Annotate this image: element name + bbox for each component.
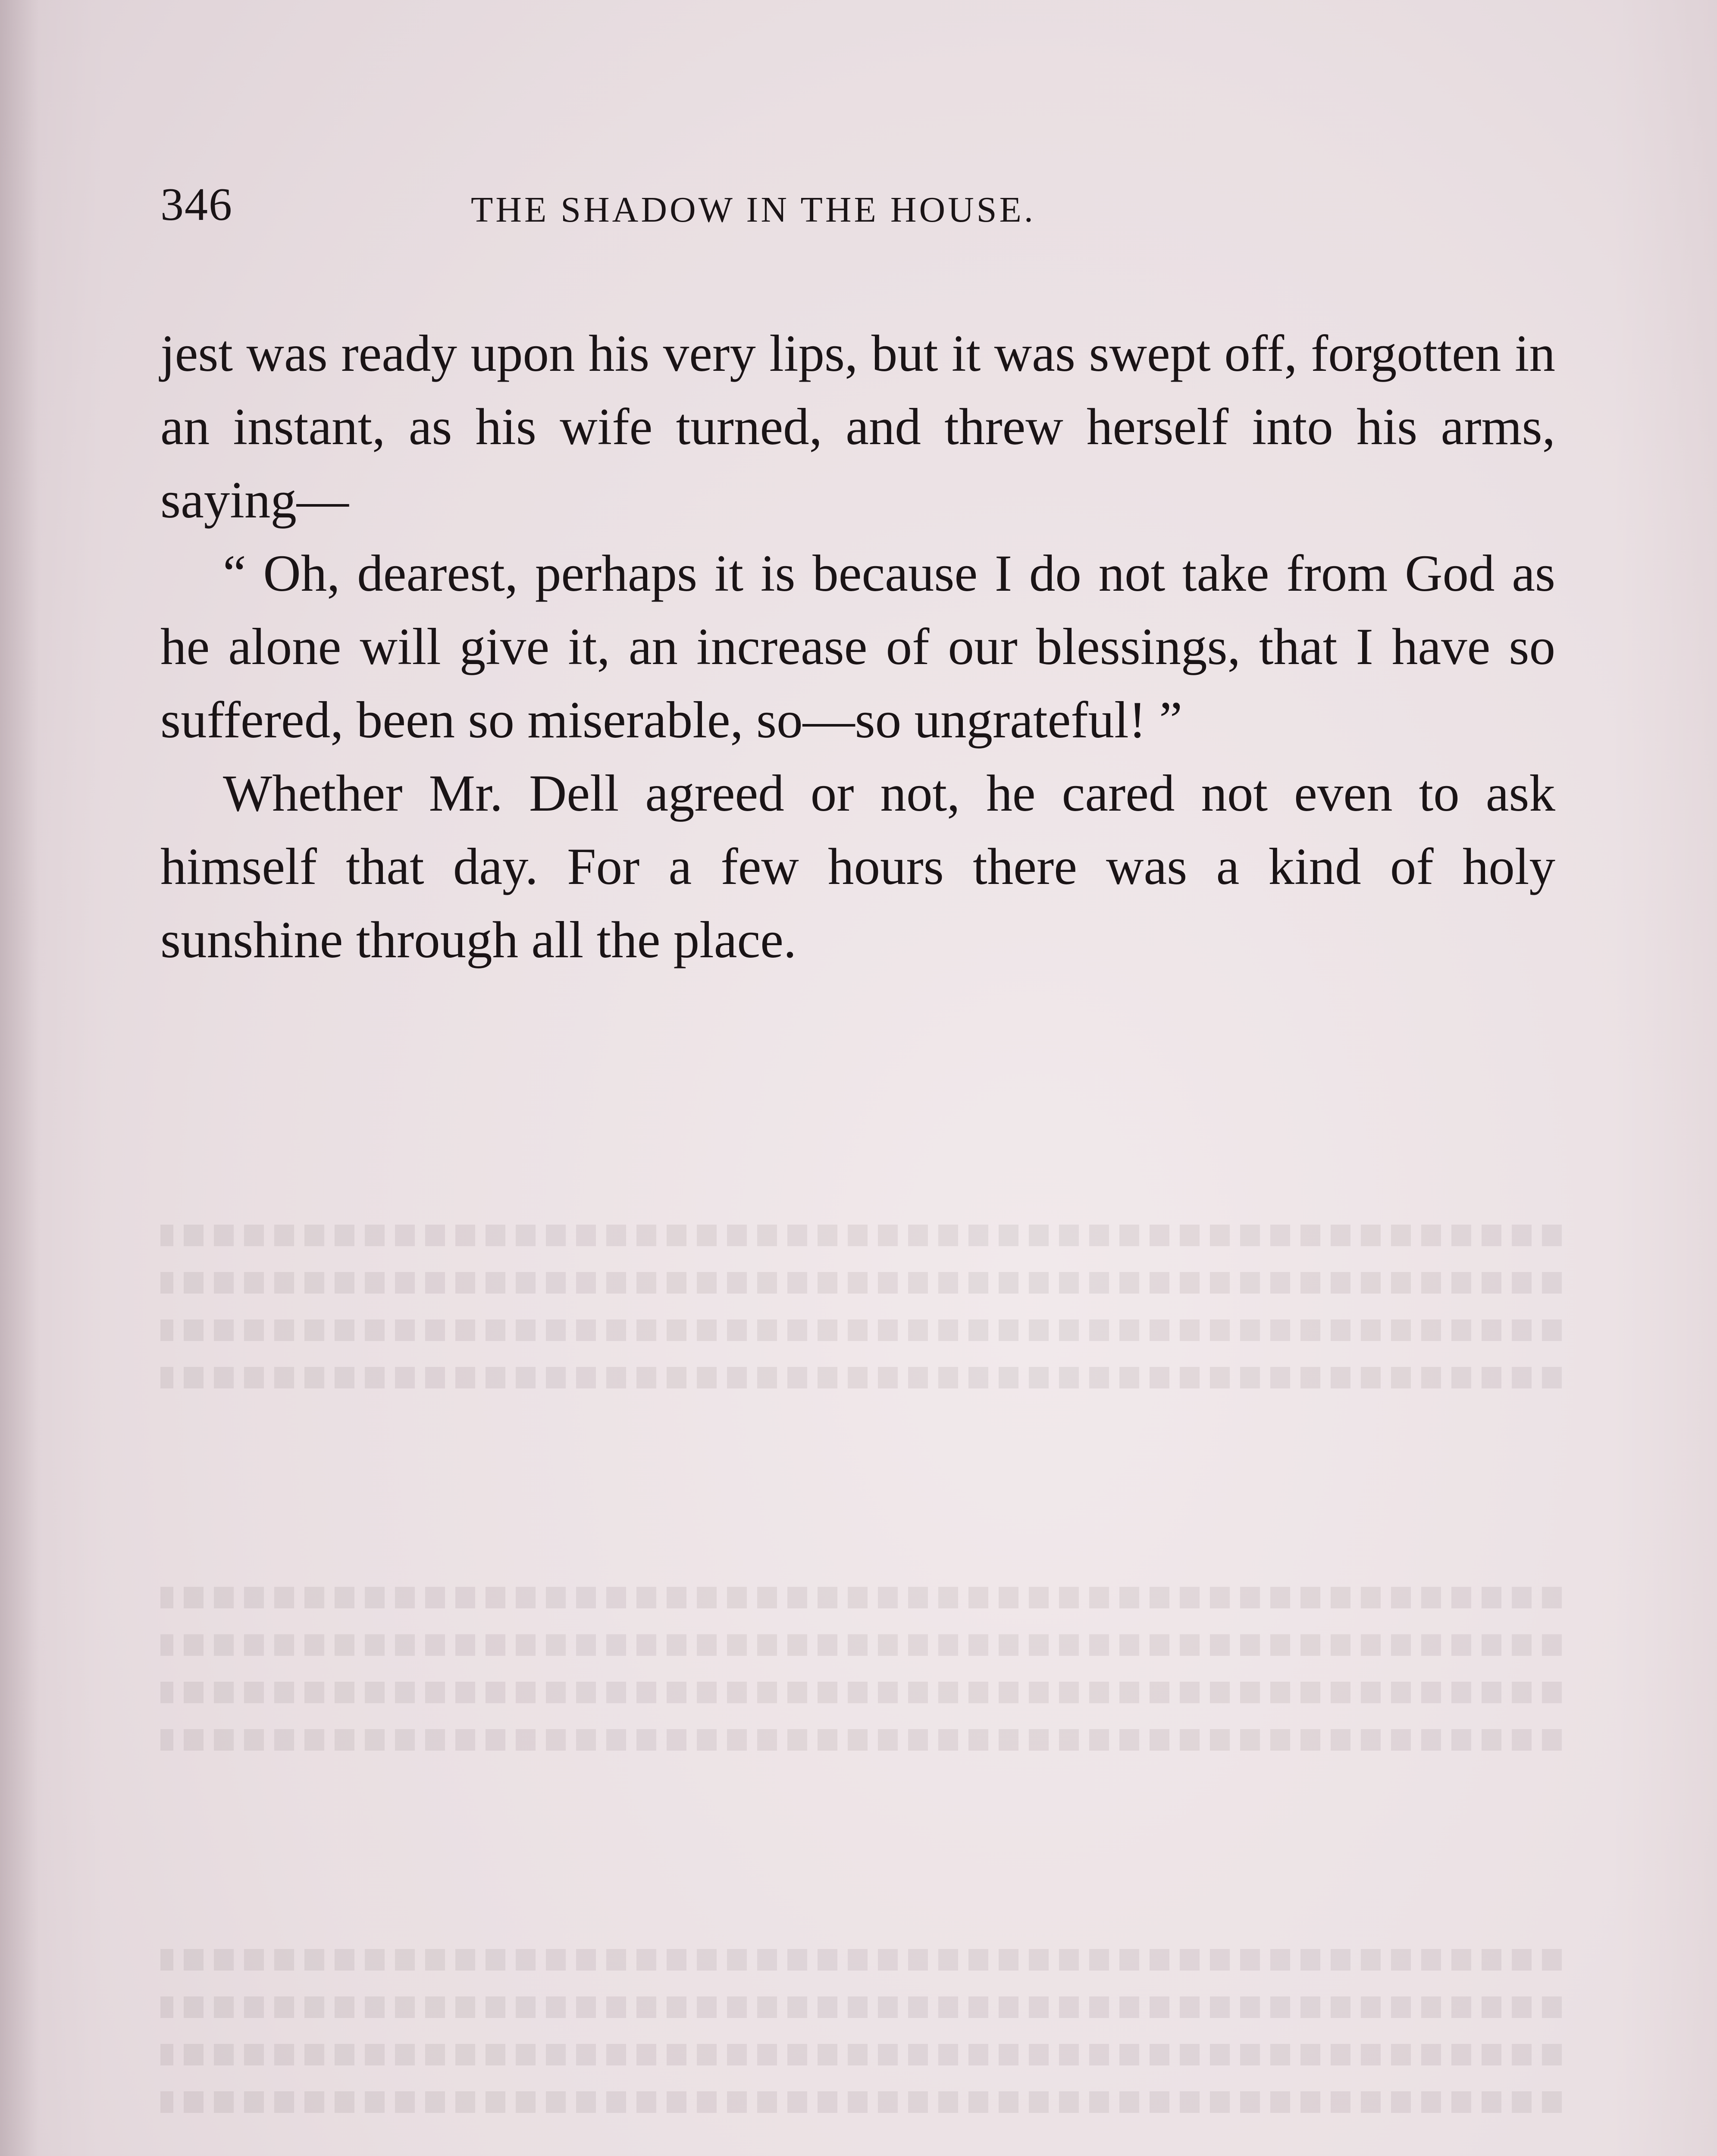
page-header (160, 172, 1562, 237)
gutter-shadow (0, 0, 39, 2156)
show-through-text (160, 1052, 1562, 2156)
running-head: THE SHADOW IN THE HOUSE. (471, 190, 1036, 230)
page-number: 346 (160, 179, 233, 230)
paragraph: “ Oh, dearest, perhaps it is because I do not take from God as he alone will give it, an increase of our blessings, that I have so suffered, been so miserable, so—so ungrateful! ” (160, 545, 1555, 749)
paragraph: jest was ready upon his very lips, but it was swept off, forgotten in an instant, as his wife turned, and threw herself into his arms, saying— (160, 325, 1555, 529)
body-text (160, 317, 1555, 977)
paragraph: Whether Mr. Dell agreed or not, he cared not even to ask himself that day. For a few hours there was a kind of holy sunshine through all the place. (160, 765, 1555, 969)
